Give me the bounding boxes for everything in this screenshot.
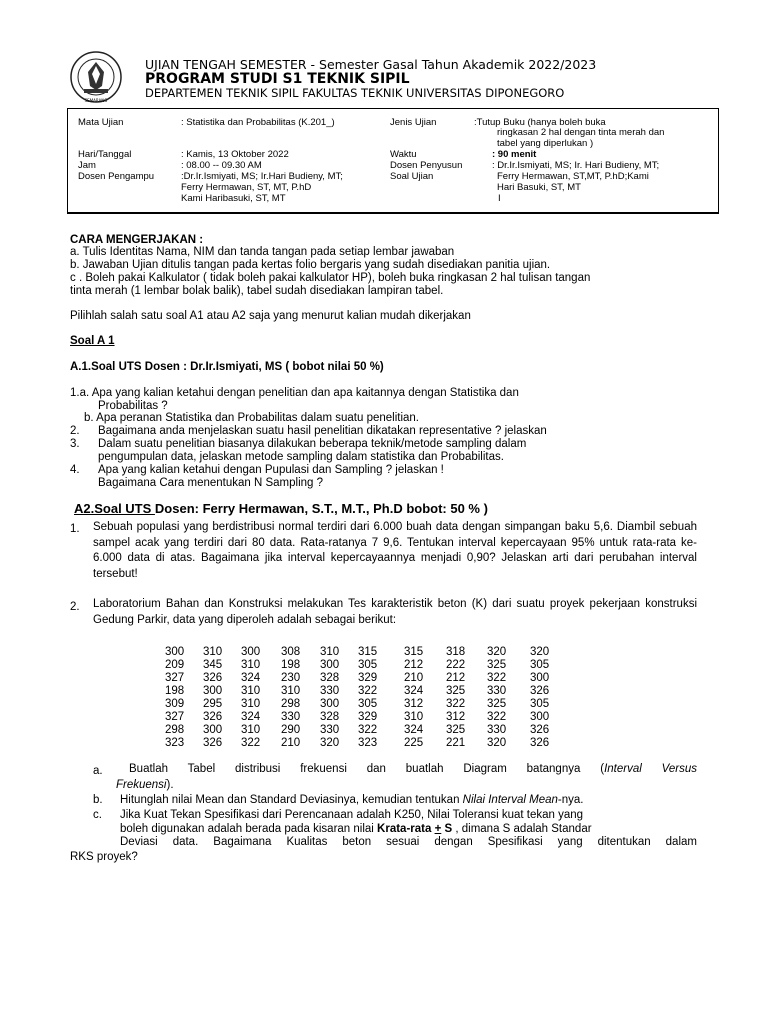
- table-row: [165, 711, 560, 724]
- table-cell: 300: [203, 685, 223, 697]
- table-cell: 310: [241, 698, 261, 710]
- a2-q2-text: Laboratorium Bahan dan Konstruksi melakukan Tes karakteristik beton (K) dari suatu proyek pekerjaan konstruksi Gedung Parkir, data yang diperoleh adalah sebagai berikut:: [93, 598, 697, 626]
- table-cell: 300: [241, 646, 261, 658]
- table-cell: 320: [530, 646, 550, 658]
- concrete-data-table: [165, 646, 560, 750]
- jam-label: Jam: [78, 160, 96, 171]
- q3-number: 3.: [70, 438, 80, 450]
- soal-ujian-value: I: [498, 193, 501, 204]
- table-cell: 324: [241, 711, 261, 723]
- table-cell: 212: [404, 659, 424, 671]
- table-cell: 310: [203, 646, 223, 658]
- table-cell: 230: [281, 672, 301, 684]
- jam-value: : 08.00 -- 09.30 AM: [181, 160, 262, 171]
- penyusun-1: : Dr.Ir.Ismiyati, MS; Ir. Hari Budieny, MT;: [492, 160, 660, 171]
- a2-sub-a-italic: Interval Versus: [604, 763, 697, 775]
- table-cell: 326: [203, 737, 223, 749]
- jenis-3: tabel yang diperlukan ): [497, 138, 594, 149]
- table-cell: 309: [165, 698, 185, 710]
- table-cell: 325: [487, 659, 507, 671]
- table-cell: 315: [404, 646, 424, 658]
- table-cell: 330: [320, 685, 340, 697]
- table-cell: 320: [487, 737, 507, 749]
- table-cell: 310: [241, 659, 261, 671]
- a2-sub-b-text: Hitunglah nilai Mean dan Standard Deviasinya, kemudian tentukan: [120, 794, 463, 806]
- table-cell: 310: [281, 685, 301, 697]
- department-title: DEPARTEMEN TEKNIK SIPIL FAKULTAS TEKNIK UNIVERSITAS DIPONEGORO: [145, 86, 565, 100]
- a2-sub-c-line4: RKS proyek?: [70, 851, 138, 863]
- a2-sub-a-line2-italic: Frekuensi: [116, 779, 167, 791]
- table-cell: 300: [320, 698, 340, 710]
- mata-ujian-value: : Statistika dan Probabilitas (K.201_): [181, 117, 335, 128]
- penyusun-2: Ferry Hermawan, ST,MT, P.hD;Kami: [497, 171, 649, 182]
- table-cell: 305: [358, 698, 378, 710]
- table-cell: 325: [446, 724, 466, 736]
- table-cell: 198: [281, 659, 301, 671]
- soal-ujian-label: Soal Ujian: [390, 171, 434, 182]
- a2-sub-c-plusminus: +: [434, 823, 442, 835]
- a2-sub-b-rest: -nya.: [557, 794, 584, 806]
- table-cell: 323: [358, 737, 378, 749]
- table-cell: 326: [530, 737, 550, 749]
- table-cell: 322: [446, 698, 466, 710]
- table-cell: 310: [241, 685, 261, 697]
- table-cell: 345: [203, 659, 223, 671]
- table-cell: 322: [487, 711, 507, 723]
- table-cell: 300: [530, 672, 550, 684]
- program-title: PROGRAM STUDI S1 TEKNIK SIPIL: [145, 71, 410, 87]
- table-cell: 310: [320, 646, 340, 658]
- dosen-pengampu-1: :Dr.Ir.Ismiyati, MS; Ir.Hari Budieny, MT;: [181, 171, 343, 182]
- table-cell: 300: [320, 659, 340, 671]
- svg-text:SEMARANG: SEMARANG: [84, 98, 108, 103]
- a2-sub-a-line2: [116, 779, 174, 792]
- a2-sub-c-text: boleh digunakan adalah berada pada kisaran nilai: [120, 823, 378, 835]
- table-cell: 327: [165, 672, 185, 684]
- mata-ujian-label: Mata Ujian: [78, 117, 124, 128]
- table-cell: 322: [358, 724, 378, 736]
- instruction-b: b. Jawaban Ujian ditulis tangan pada kertas folio bergaris yang sudah disediakan panitia ujian.: [70, 259, 551, 271]
- jenis-1: :Tutup Buku (hanya boleh buka: [474, 117, 606, 128]
- table-cell: 221: [446, 737, 466, 749]
- table-cell: 330: [487, 724, 507, 736]
- table-cell: 305: [530, 698, 550, 710]
- q1b: b. Apa peranan Statistika dan Probabilitas dalam suatu penelitian.: [84, 412, 419, 424]
- hari-label: Hari/Tanggal: [78, 149, 132, 160]
- soal-a1-subheading: A.1.Soal UTS Dosen : Dr.Ir.Ismiyati, MS ( bobot nilai 50 %): [70, 361, 384, 373]
- dosen-pengampu-3: Kami Haribasuki, ST, MT: [181, 193, 286, 204]
- table-row: [165, 685, 560, 698]
- soal-a2-heading-rest: Dosen: Ferry Hermawan, S.T., M.T., Ph.D bobot: 50 % ): [154, 501, 488, 516]
- table-cell: 327: [165, 711, 185, 723]
- penyusun-3: Hari Basuki, ST, MT: [497, 182, 581, 193]
- a2-sub-a-line2-rest: ).: [166, 779, 174, 791]
- waktu-label: Waktu: [390, 149, 417, 160]
- table-cell: 323: [165, 737, 185, 749]
- table-cell: 305: [530, 659, 550, 671]
- table-cell: 324: [404, 685, 424, 697]
- university-logo: [66, 50, 126, 104]
- table-cell: 212: [446, 672, 466, 684]
- q3-line2: pengumpulan data, jelaskan metode sampling dalam statistika dan Probabilitas.: [98, 451, 504, 463]
- table-cell: 322: [241, 737, 261, 749]
- table-cell: 328: [320, 711, 340, 723]
- table-cell: 290: [281, 724, 301, 736]
- table-cell: 312: [404, 698, 424, 710]
- table-cell: 308: [281, 646, 301, 658]
- exam-title: UJIAN TENGAH SEMESTER - Semester Gasal Tahun Akademik 2022/2023: [145, 57, 597, 72]
- table-row: [165, 646, 560, 659]
- table-cell: 324: [241, 672, 261, 684]
- exam-info-box: [67, 108, 719, 214]
- table-cell: 330: [320, 724, 340, 736]
- q1a-line2: Probabilitas ?: [98, 400, 168, 412]
- jenis-label: Jenis Ujian: [390, 117, 437, 128]
- q4-line2: Bagaimana Cara menentukan N Sampling ?: [98, 477, 324, 489]
- dosen-pengampu-label: Dosen Pengampu: [78, 171, 155, 182]
- soal-a2-heading: [74, 501, 488, 516]
- a2-sub-c-line3: Deviasi data. Bagaimana Kualitas beton sesuai dengan Spesifikasi yang ditentukan dalam: [120, 836, 697, 848]
- q2-text: Bagaimana anda menjelaskan suatu hasil penelitian dikatakan representative ? jelaskan: [98, 425, 547, 437]
- instructions-title: CARA MENGERJAKAN :: [70, 234, 204, 246]
- table-cell: 300: [203, 724, 223, 736]
- table-cell: 326: [203, 672, 223, 684]
- table-cell: 329: [358, 672, 378, 684]
- a2-sub-a-text: Buatlah Tabel distribusi frekuensi dan buatlah Diagram batangnya (: [129, 763, 605, 775]
- table-cell: 300: [165, 646, 185, 658]
- table-cell: 322: [487, 672, 507, 684]
- table-cell: 325: [446, 685, 466, 697]
- a2-sub-c-number: c.: [93, 809, 102, 821]
- table-cell: 325: [487, 698, 507, 710]
- a2-sub-c-bold: Krata-rata: [377, 823, 435, 835]
- a2-sub-a-number: a.: [93, 765, 103, 777]
- table-cell: 326: [203, 711, 223, 723]
- a2-q2-number: 2.: [70, 601, 80, 613]
- waktu-value: : 90 menit: [492, 149, 537, 160]
- q1a-line1: 1.a. Apa yang kalian ketahui dengan penelitian dan apa kaitannya dengan Statistika dan: [70, 387, 519, 399]
- table-cell: 298: [165, 724, 185, 736]
- table-cell: 322: [358, 685, 378, 697]
- a2-sub-c-s: S: [441, 823, 453, 835]
- table-cell: 326: [530, 685, 550, 697]
- a2-sub-b-italic: Nilai Interval Mean: [462, 794, 558, 806]
- q4-line1: Apa yang kalian ketahui dengan Pupulasi dan Sampling ? jelaskan !: [98, 464, 444, 476]
- table-row: [165, 724, 560, 737]
- table-cell: 310: [404, 711, 424, 723]
- table-cell: 209: [165, 659, 185, 671]
- table-cell: 305: [358, 659, 378, 671]
- table-cell: 222: [446, 659, 466, 671]
- table-cell: 330: [281, 711, 301, 723]
- q2-number: 2.: [70, 425, 80, 437]
- soal-a2-heading-underlined: A2.Soal UTS: [74, 501, 155, 516]
- table-cell: 225: [404, 737, 424, 749]
- soal-a1-heading: Soal A 1: [70, 335, 115, 347]
- table-cell: 326: [530, 724, 550, 736]
- instruction-c1: c . Boleh pakai Kalkulator ( tidak boleh pakai kalkulator HP), boleh buka ringkasan 2 hal tulisan tangan: [70, 272, 591, 284]
- table-cell: 320: [320, 737, 340, 749]
- instruction-c2: tinta merah (1 lembar bolak balik), tabel sudah disediakan lampiran tabel.: [70, 285, 444, 297]
- table-row: [165, 737, 560, 750]
- table-row: [165, 698, 560, 711]
- penyusun-label: Dosen Penyusun: [390, 160, 463, 171]
- table-row: [165, 659, 560, 672]
- a2-sub-b-number: b.: [93, 794, 103, 806]
- table-cell: 312: [446, 711, 466, 723]
- a2-q1-number: 1.: [70, 523, 80, 535]
- table-cell: 330: [487, 685, 507, 697]
- a2-sub-c-line1: Jika Kuat Tekan Spesifikasi dari Perencanaan adalah K250, Nilai Toleransi kuat tekan yang: [120, 809, 584, 821]
- choose-instruction: Pilihlah salah satu soal A1 atau A2 saja yang menurut kalian mudah dikerjakan: [70, 310, 471, 322]
- table-cell: 295: [203, 698, 223, 710]
- table-cell: 198: [165, 685, 185, 697]
- table-cell: 300: [530, 711, 550, 723]
- table-cell: 310: [241, 724, 261, 736]
- table-cell: 210: [404, 672, 424, 684]
- dosen-pengampu-2: Ferry Hermawan, ST, MT, P.hD: [181, 182, 312, 193]
- table-cell: 298: [281, 698, 301, 710]
- a2-sub-b-line: [120, 794, 583, 807]
- jenis-2: ringkasan 2 hal dengan tinta merah dan: [497, 127, 665, 138]
- table-cell: 324: [404, 724, 424, 736]
- hari-value: : Kamis, 13 Oktober 2022: [181, 149, 289, 160]
- a2-sub-c-rest: , dimana S adalah Standar: [452, 823, 592, 835]
- a2-q1-text: Sebuah populasi yang berdistribusi normal terdiri dari 6.000 buah data dengan simpangan baku 5,6. Diambil sebuah sampel acak yang terdiri dari 80 data. Rata-ratanya 7 9,6. Tentukan interval kepercayaan 95% untuk rata-rata ke-6.000 data di atas. Bagaimana jika interval kepercayaannya menjadi 0,90? Jelaskan arti dari perubahan interval tersebut!: [93, 521, 697, 580]
- q4-number: 4.: [70, 464, 80, 476]
- q3-line1: Dalam suatu penelitian biasanya dilakukan beberapa teknik/metode sampling dalam: [98, 438, 527, 450]
- table-row: [165, 672, 560, 685]
- a2-sub-a-line1: [129, 762, 697, 778]
- table-cell: 210: [281, 737, 301, 749]
- table-cell: 328: [320, 672, 340, 684]
- table-cell: 320: [487, 646, 507, 658]
- table-cell: 329: [358, 711, 378, 723]
- table-cell: 315: [358, 646, 378, 658]
- instruction-a: a. Tulis Identitas Nama, NIM dan tanda tangan pada setiap lembar jawaban: [70, 246, 455, 258]
- table-cell: 318: [446, 646, 466, 658]
